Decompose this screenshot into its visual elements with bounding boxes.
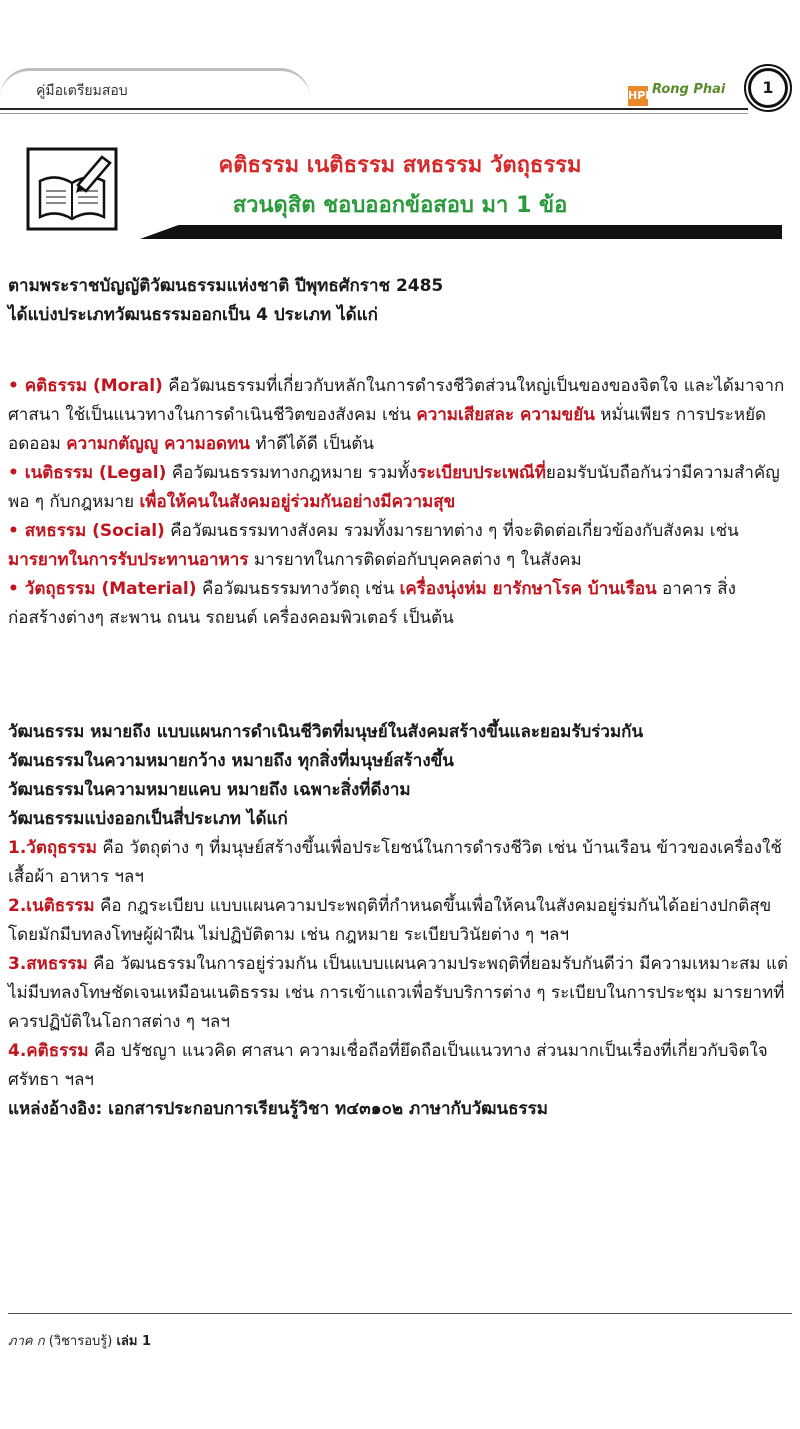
list-item: 2.เนติธรรม คือ กฎระเบียบ แบบแผนความประพฤติที่กำหนดขึ้นเพื่อให้คนในสังคมอยู่ร่มกันได้อย่างปกติสุข โดยมักมีบทลงโทษผู้ฝ่าฝืน ไม่ปฏิบัติตาม เช่น กฎหมาย ระเบียบวินัยต่าง ๆ ฯลฯ (8, 896, 772, 945)
reference-line: แหล่งอ้างอิง: เอกสารประกอบการเรียนรู้วิชา ท๔๓๑๐๒ ภาษากับวัฒนธรรม (8, 1099, 548, 1119)
footer-part: ภาค ก (8, 1334, 45, 1349)
list-item: • เนติธรรม (Legal) คือวัฒนธรรมทางกฎหมาย รวมทั้งระเบียบประเพณีที่ยอมรับนับถือกันว่ามีความสำคัญพอ ๆ กับกฎหมาย เพื่อให้คนในสังคมอยู่ร่วมกันอย่างมีความสุข (8, 463, 780, 512)
definitions-section (8, 718, 792, 1124)
page-footer (8, 1330, 151, 1351)
banner-subtitle: สวนดุสิต ชอบออกข้อสอบ มา 1 ข้อ (232, 193, 568, 218)
list-item: • สหธรรม (Social) คือวัฒนธรรมทางสังคม รวมทั้งมารยาทต่าง ๆ ที่จะติดต่อเกี่ยวข้องกับสังคม เช่น มารยาทในการรับประทานอาหาร มารยาทในการติดต่อกับบุคคลต่าง ๆ ในสังคม (8, 521, 739, 570)
logo-text: Rong Phai (652, 82, 726, 97)
list-item: 1.วัตถุธรรม คือ วัตถุต่าง ๆ ที่มนุษย์สร้างขึ้นเพื่อประโยชน์ในการดำรงชีวิต เช่น บ้านเรือน ข้าวของเครื่องใช้ เสื้อผ้า อาหาร ฯลฯ (8, 838, 782, 887)
header-divider (0, 108, 748, 110)
banner-bar (140, 225, 782, 239)
definition-line: วัฒนธรรม หมายถึง แบบแผนการดำเนินชีวิตที่มนุษย์ในสังคมสร้างขึ้นและยอมรับร่วมกัน (8, 722, 644, 742)
header-title: คู่มือเตรียมสอบ (36, 83, 128, 99)
list-item: 4.คติธรรม คือ ปรัชญา แนวคิด ศาสนา ความเชื่อถือที่ยึดถือเป็นแนวทาง ส่วนมากเป็นเรื่องที่เกี่ยวกับจิตใจ ศรัทธา ฯลฯ (8, 1041, 768, 1090)
topic-banner (0, 135, 800, 245)
header-divider-thin (0, 113, 748, 114)
banner-title: คติธรรม เนติธรรม สหธรรม วัตถุธรรม (218, 153, 582, 178)
type-name: วัตถุธรรม (Material) (24, 579, 197, 599)
type-name: เนติธรรม (Legal) (24, 463, 167, 483)
culture-types-list (8, 372, 792, 633)
type-name: สหธรรม (Social) (24, 521, 165, 541)
footer-sub: (วิชารอบรู้) (44, 1334, 117, 1349)
intro-line-1: ตามพระราชบัญญัติวัฒนธรรมแห่งชาติ ปีพุทธศักราช 2485 (8, 276, 444, 296)
list-item: • วัตถุธรรม (Material) คือวัฒนธรรมทางวัตถุ เช่น เครื่องนุ่งห่ม ยารักษาโรค บ้านเรือน อาคาร สิ่งก่อสร้างต่างๆ สะพาน ถนน รถยนต์ เครื่องคอมพิวเตอร์ เป็นต้น (8, 579, 736, 628)
list-item: • คติธรรม (Moral) คือวัฒนธรรมที่เกี่ยวกับหลักในการดำรงชีวิตส่วนใหญ่เป็นของของจิตใจ และได้มาจากศาสนา ใช้เป็นแนวทางในการดำเนินชีวิตของสังคม เช่น ความเสียสละ ความขยัน หมั่นเพียร การประหยัดอดออม ความกตัญญู ความอดทน ทำดีได้ดี เป็นต้น (8, 376, 785, 454)
logo-badge: HPI (628, 86, 648, 106)
intro-section (8, 272, 792, 330)
footer-volume: เล่ม 1 (116, 1334, 151, 1349)
list-item: 3.สหธรรม คือ วัฒนธรรมในการอยู่ร่วมกัน เป็นแบบแผนความประพฤติที่ยอมรับกันดีว่า มีความเหมาะสม แต่ไม่มีบทลงโทษชัดเจนเหมือนเนติธรรม เช่น การเข้าแถวเพื่อรับบริการต่าง ๆ ระเบียบในการประชุม มารยาทที่ควรปฏิบัติในโอกาสต่าง ๆ ฯลฯ (8, 954, 789, 1032)
definition-line: วัฒนธรรมในความหมายกว้าง หมายถึง ทุกสิ่งที่มนุษย์สร้างขึ้น (8, 751, 454, 771)
intro-line-2: ได้แบ่งประเภทวัฒนธรรมออกเป็น 4 ประเภท ได้แก่ (8, 305, 378, 325)
page-header (0, 58, 800, 128)
page-number-badge: 1 (748, 68, 788, 108)
book-pencil-icon (26, 147, 118, 231)
definition-line: วัฒนธรรมในความหมายแคบ หมายถึง เฉพาะสิ่งที่ดีงาม (8, 780, 411, 800)
type-name: คติธรรม (Moral) (24, 376, 163, 396)
definition-line: วัฒนธรรมแบ่งออกเป็นสี่ประเภท ได้แก่ (8, 809, 288, 829)
footer-divider (8, 1313, 792, 1314)
